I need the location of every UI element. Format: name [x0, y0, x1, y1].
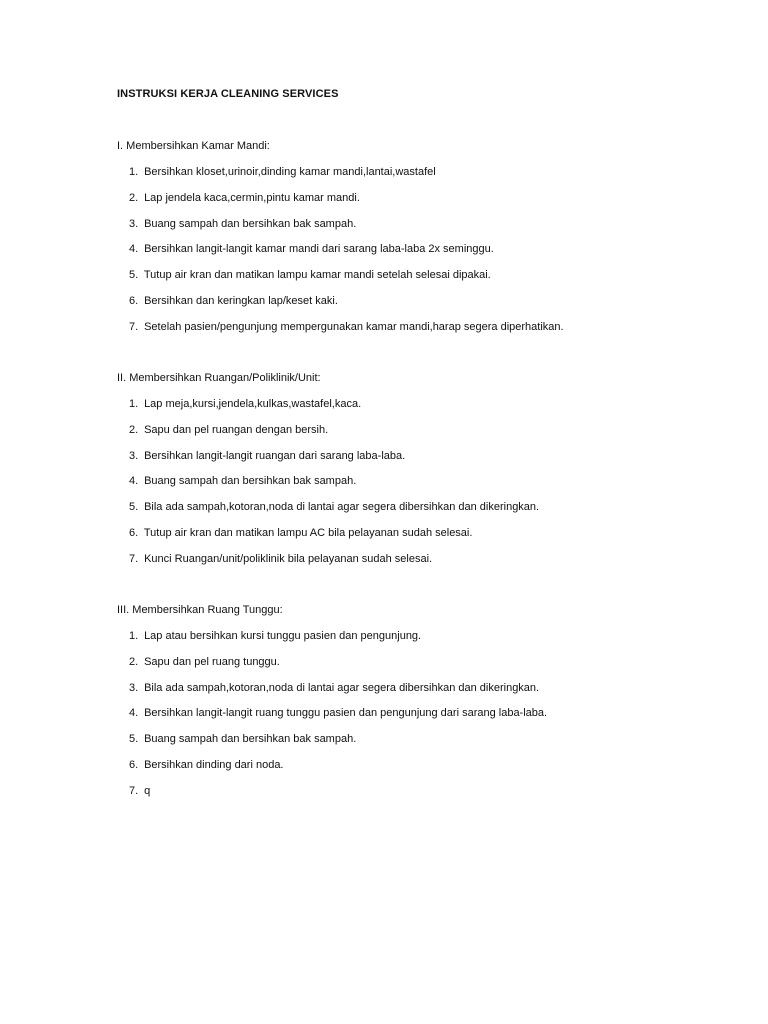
section-ruang-tunggu [117, 603, 737, 810]
list-item [129, 294, 737, 308]
item-number: 4. [129, 475, 139, 488]
list-item [129, 320, 737, 334]
list-item [129, 706, 737, 720]
section-kamar-mandi [117, 139, 737, 346]
item-text: Buang sampah dan bersihkan bak sampah. [144, 475, 357, 488]
item-text: Lap meja,kursi,jendela,kulkas,wastafel,kaca. [144, 398, 362, 410]
list-item [129, 500, 737, 514]
item-number: 3. [129, 681, 139, 694]
item-number: 3. [129, 449, 139, 462]
item-text: Bersihkan dinding dari noda. [144, 758, 284, 771]
item-text: Buang sampah dan bersihkan bak sampah. [144, 217, 357, 230]
list-item [129, 784, 737, 798]
item-number: 6. [129, 294, 139, 307]
item-number: 2. [129, 191, 139, 204]
item-text: Sapu dan pel ruang tunggu. [144, 655, 280, 668]
section-ruangan-poliklinik [117, 371, 737, 578]
item-number: 5. [129, 733, 139, 746]
instruction-list [117, 397, 737, 566]
instruction-list [117, 165, 737, 334]
item-text: Tutup air kran dan matikan lampu kamar mandi setelah selesai dipakai. [143, 269, 491, 282]
item-text: Setelah pasien/pengunjung mempergunakan kamar mandi,harap segera diperhatikan. [144, 320, 564, 333]
list-item [129, 268, 737, 282]
item-text: Lap jendela kaca,cermin,pintu kamar mandi. [144, 191, 360, 204]
list-item [129, 165, 737, 179]
list-item [129, 526, 737, 540]
item-number: 1. [129, 398, 139, 410]
item-text: Bersihkan dan keringkan lap/keset kaki. [144, 294, 338, 307]
list-item [129, 474, 737, 488]
item-number: 5. [129, 501, 139, 514]
item-text: Lap atau bersihkan kursi tunggu pasien dan pengunjung. [144, 630, 422, 642]
item-number: 3. [129, 217, 139, 230]
document-title: INSTRUKSI KERJA CLEANING SERVICES [117, 88, 339, 100]
item-number: 7. [129, 784, 139, 797]
item-text: Bersihkan langit-langit ruang tunggu pasien dan pengunjung dari sarang laba-laba. [144, 707, 548, 720]
list-item [129, 732, 737, 746]
item-number: 1. [129, 630, 139, 642]
item-text: Buang sampah dan bersihkan bak sampah. [144, 733, 357, 746]
item-text: Bersihkan kloset,urinoir,dinding kamar mandi,lantai,wastafel [144, 166, 436, 178]
item-number: 6. [129, 758, 139, 771]
item-text: Sapu dan pel ruangan dengan bersih. [144, 423, 329, 436]
list-item [129, 191, 737, 205]
item-number: 1. [129, 166, 139, 178]
section-heading: III. Membersihkan Ruang Tunggu: [117, 604, 283, 616]
item-text: Tutup air kran dan matikan lampu AC bila pelayanan sudah selesai. [143, 526, 473, 539]
item-number: 7. [129, 320, 139, 333]
item-text: q [144, 784, 151, 797]
list-item [129, 681, 737, 695]
list-item [129, 629, 737, 643]
list-item [129, 758, 737, 772]
instruction-list [117, 629, 737, 798]
list-item [129, 423, 737, 437]
item-number: 4. [129, 243, 139, 256]
item-text: Bersihkan langit-langit kamar mandi dari sarang laba-laba 2x seminggu. [144, 243, 494, 256]
item-text: Bila ada sampah,kotoran,noda di lantai agar segera dibersihkan dan dikeringkan. [144, 681, 540, 694]
list-item [129, 655, 737, 669]
item-text: Bila ada sampah,kotoran,noda di lantai agar segera dibersihkan dan dikeringkan. [144, 501, 540, 514]
section-heading: I. Membersihkan Kamar Mandi: [117, 140, 270, 152]
item-number: 2. [129, 423, 139, 436]
item-number: 4. [129, 707, 139, 720]
list-item [129, 397, 737, 411]
item-number: 5. [129, 269, 139, 282]
item-number: 6. [129, 526, 139, 539]
item-text: Kunci Ruangan/unit/poliklinik bila pelayanan sudah selesai. [144, 552, 433, 565]
section-heading: II. Membersihkan Ruangan/Poliklinik/Unit: [117, 372, 321, 384]
item-text: Bersihkan langit-langit ruangan dari sarang laba-laba. [144, 449, 406, 462]
item-number: 2. [129, 655, 139, 668]
list-item [129, 552, 737, 566]
list-item [129, 242, 737, 256]
list-item [129, 449, 737, 463]
list-item [129, 217, 737, 231]
item-number: 7. [129, 552, 139, 565]
